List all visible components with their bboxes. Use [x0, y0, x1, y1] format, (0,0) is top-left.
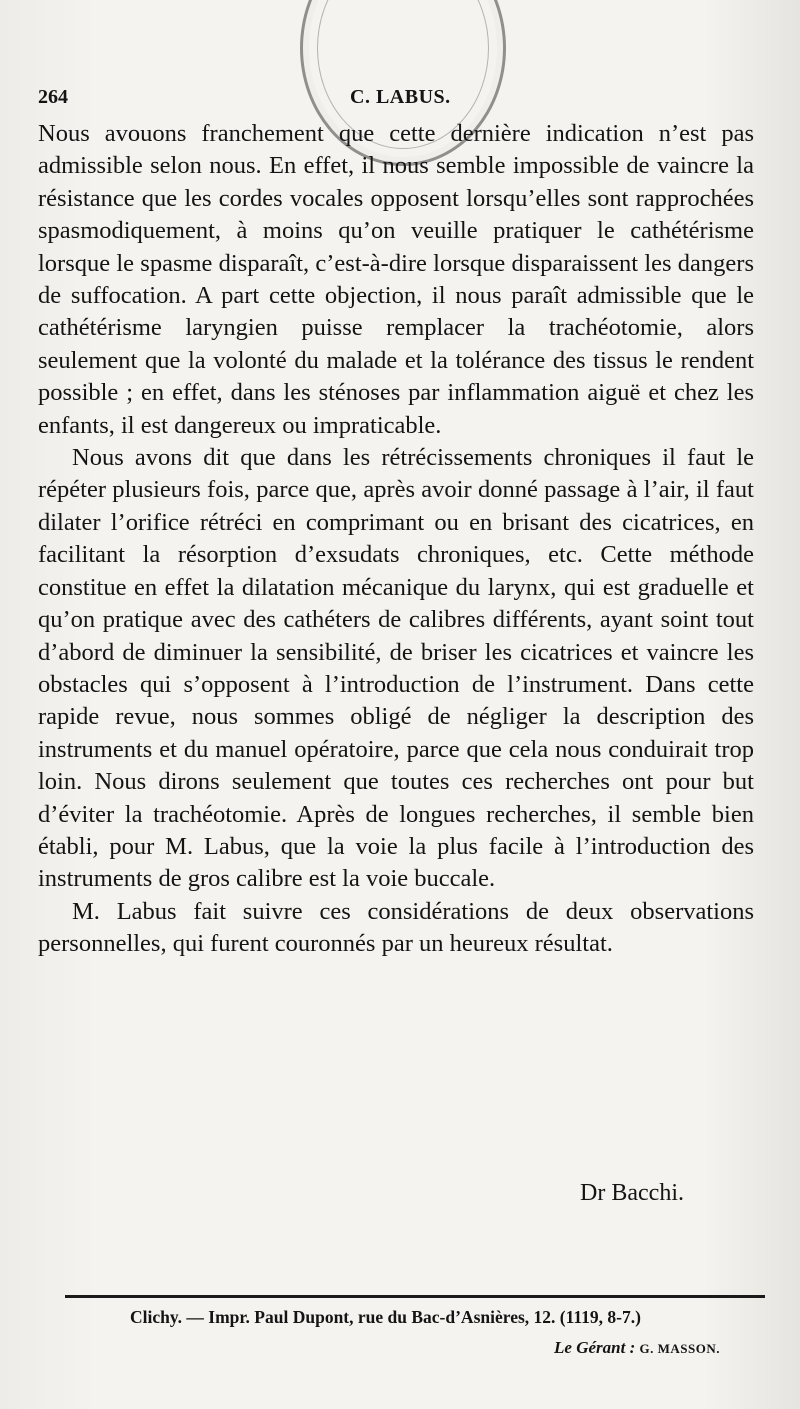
printer-imprint: Clichy. — Impr. Paul Dupont, rue du Bac-d’Asnières, 12. (1119, 8-7.): [130, 1307, 641, 1327]
page-number: 264: [38, 86, 68, 108]
page-header: [38, 86, 800, 116]
gerant-line: [380, 1338, 720, 1358]
paragraph-2: Nous avons dit que dans les rétrécissements chroniques il faut le répéter plusieurs fois, parce que, après avoir donné passage à l’air, il faut dilater l’orifice rétréci en comprimant ou en brisant des cicatrices, en facilitant la résorption d’exsudats chroniques, etc. Cette méthode constitue en effet la dilatation mécanique du larynx, qui est graduelle et qu’on pratique avec des cathéters de calibres différents, ayant soint tout d’abord de diminuer la sensibilité, de briser les cicatrices et vaincre les obstacles qui s’opposent à l’introduction de l’instrument. Dans cette rapide revue, nous sommes obligé de négliger la description des instruments et du manuel opératoire, parce que cela nous conduirait trop loin. Nous dirons seulement que toutes ces recherches ont pour but d’éviter la trachéotomie. Après de longues recherches, il semble bien établi, pour M. Labus, que la voie la plus facile à l’introduction des instruments de gros calibre est la voie buccale.: [38, 444, 754, 893]
gerant-label: Le Gérant :: [554, 1338, 636, 1357]
body-text: [38, 118, 754, 961]
paragraph-1: Nous avouons franchement que cette dernière indication n’est pas admissible selon nous. En effet, il nous semble impossible de vaincre la résistance que les cordes vocales opposent lorsqu’elles sont rapprochées spasmodiquement, à moins qu’on veuille pratiquer le cathétérisme lorsque le spasme disparaît, c’est-à-dire lorsque disparaissent les dangers de suffocation. A part cette objection, il nous paraît admissible que le cathétérisme laryngien puisse remplacer la trachéotomie, alors seulement que la volonté du malade et la tolérance des tissus le rendent possible ; en effet, dans les sténoses par inflammation aiguë et chez les enfants, il est dangereux ou impraticable.: [38, 120, 754, 439]
running-head: C. LABUS.: [350, 86, 451, 108]
author-signature: Dr Bacchi.: [580, 1180, 684, 1206]
footer-rule: [65, 1295, 765, 1298]
paragraph-3: M. Labus fait suivre ces considérations de deux observations personnelles, qui furent couronnés par un heureux résultat.: [38, 897, 754, 958]
gerant-name: G. MASSON.: [639, 1341, 720, 1356]
